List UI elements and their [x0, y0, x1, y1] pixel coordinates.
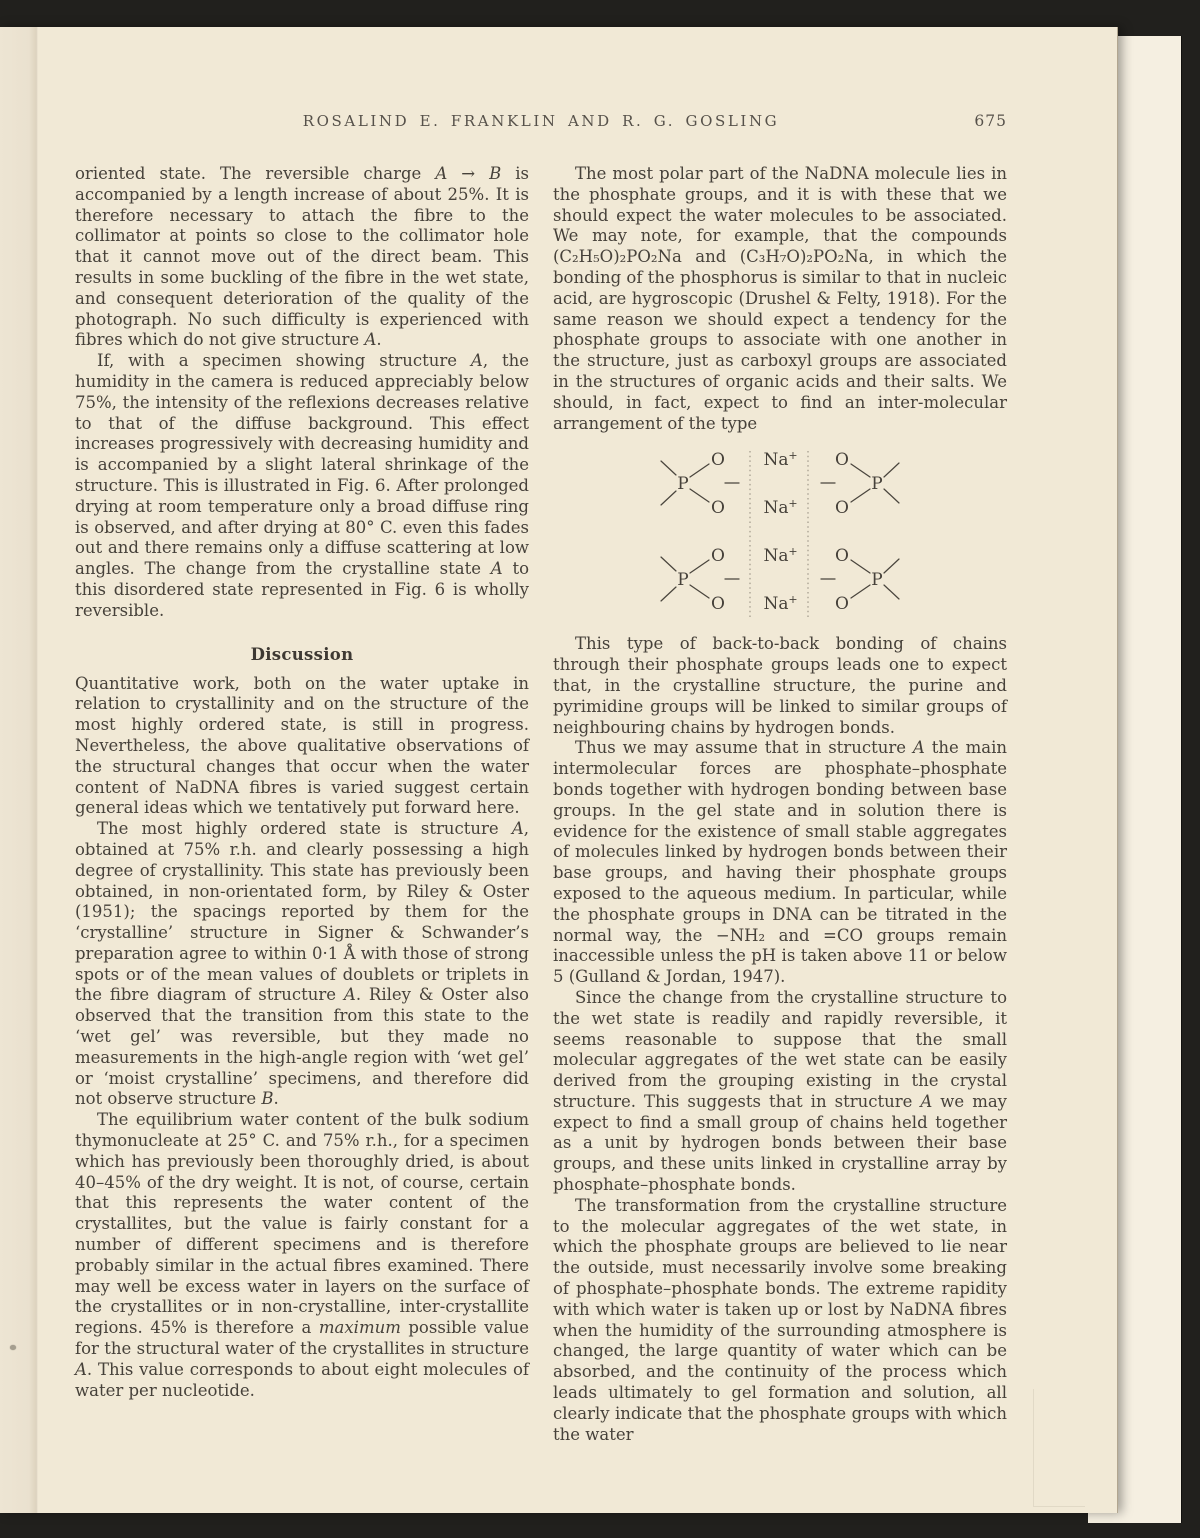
ion-Na: Na: [763, 498, 789, 519]
page-content: [75, 112, 1007, 1445]
phosphate-sodium-diagram: [655, 449, 905, 621]
atom-P: P: [871, 474, 883, 495]
phosphate-row: [661, 449, 899, 518]
plus-charge: +: [788, 497, 798, 511]
atom-O: O: [711, 498, 725, 519]
paragraph: The transformation from the crystalline structure to the molecular aggregates of the wet state, in which the phosphate groups are believed to lie near the outside, must necessarily involve some breaking of phosphate–phosphate bonds. The extreme rapidity with which water is taken up or lost by NaDNA fibres when the humidity of the surrounding atmosphere is changed, the large quantity of water which can be absorbed, and the continuity of the process which leads ultimately to gel formation and solution, all clearly indicate that the phosphate groups with which the water: [553, 1195, 1007, 1444]
atom-P: P: [677, 570, 689, 591]
bond: [690, 585, 709, 598]
bond: [884, 463, 899, 477]
page-number: 675: [974, 112, 1007, 130]
bond: [690, 560, 709, 573]
paragraph: oriented state. The reversible charge A → B is accompanied by a length increase of about 25%. It is therefore necessary to attach the fibre to the collimator at points so close to the collimator hole that it cannot move out of the direct beam. This results in some buckling of the fibre in the wet state, and consequent deterioration of the quality of the photograph. No such difficulty is experienced with fibres which do not give structure A.: [75, 164, 529, 350]
page: [0, 27, 1118, 1513]
plus-charge: +: [788, 545, 798, 559]
phosphate-diagram-svg: [655, 449, 905, 621]
page-fold-line: [36, 27, 38, 1513]
paragraph: The most highly ordered state is structure A, obtained at 75% r.h. and clearly possessing a high degree of crystallinity. This state has previously been obtained, in non-orientated form, by Riley & Oster (1951); the spacings reported by them for the ‘crystalline’ structure in Signer & Schwander’s preparation agree to within 0·1 Å with those of strong spots or of the mean values of doublets or triplets in the fibre diagram of structure A. Riley & Oster also observed that the transition from this state to the ‘wet gel’ was reversible, but they made no measurements in the high-angle region with ‘wet gel’ or ‘moist crystalline’ specimens, and therefore did not observe structure B.: [75, 819, 529, 1109]
embossed-corner: [1033, 1389, 1085, 1507]
bond: [690, 464, 709, 477]
bond: [884, 585, 899, 599]
bond: [690, 489, 709, 502]
plus-charge: +: [788, 593, 798, 607]
atom-O: O: [835, 450, 849, 471]
bond: [851, 464, 870, 477]
atom-O: O: [711, 546, 725, 567]
paragraph: The equilibrium water content of the bulk sodium thymonucleate at 25° C. and 75% r.h., for a specimen which has previously been thoroughly dried, is about 40–45% of the dry weight. It is not, of course, certain that this represents the water content of the crystallites, but the value is fairly constant for a number of different specimens and is therefore probably similar in the actual fibres examined. There may well be excess water in layers on the surface of the crystallites or in non-crystalline, inter-crystallite regions. 45% is therefore a maximum possible value for the structural water of the crystallites in structure A. This value corresponds to about eight molecules of water per nucleotide.: [75, 1110, 529, 1400]
paragraph: Thus we may assume that in structure A the main intermolecular forces are phosphate–phosphate bonds together with hydrogen bonding between base groups. In the gel state and in solution there is evidence for the existence of small stable aggregates of molecules linked by hydrogen bonds between their base groups, and having their phosphate groups exposed to the aqueous medium. In particular, while the phosphate groups in DNA can be titrated in the normal way, the −NH₂ and =CO groups remain inaccessible unless the pH is taken above 11 or below 5 (Gulland & Jordan, 1947).: [553, 738, 1007, 987]
bond: [661, 587, 676, 601]
left-column: [75, 164, 529, 1445]
page-gutter: [0, 27, 36, 1513]
bond: [851, 585, 870, 598]
paragraph: This type of back-to-back bonding of chains through their phosphate groups leads one to expect that, in the crystalline structure, the purine and pyrimidine groups will be linked to similar groups of neighbouring chains by hydrogen bonds.: [553, 634, 1007, 737]
paper-speck: [10, 1345, 16, 1350]
atom-P: P: [871, 570, 883, 591]
ion-Na: Na: [763, 450, 789, 471]
bond: [884, 489, 899, 503]
bond: [851, 489, 870, 502]
running-head: ROSALIND E. FRANKLIN AND R. G. GOSLING: [302, 112, 780, 130]
section-heading: Discussion: [250, 644, 354, 664]
paragraph: The most polar part of the NaDNA molecule lies in the phosphate groups, and it is with these that we should expect the water molecules to be associated. We may note, for example, that the compounds (C₂H₅O)₂PO₂Na and (C₃H₇O)₂PO₂Na, in which the bonding of the phosphorus is similar to that in nucleic acid, are hygroscopic (Drushel & Felty, 1918). For the same reason we should expect a tendency for the phosphate groups to associate with one another in the structure, just as carboxyl groups are associated in the structures of organic acids and their salts. We should, in fact, expect to find an inter-molecular arrangement of the type: [553, 164, 1007, 433]
paragraph: If, with a specimen showing structure A, the humidity in the camera is reduced appreciably below 75%, the intensity of the reflexions decreases relative to that of the diffuse background. This effect increases progressively with decreasing humidity and is accompanied by a slight lateral shrinkage of the structure. This is illustrated in Fig. 6. After prolonged drying at room temperature only a broad diffuse ring is observed, and after drying at 80° C. even this fades out and there remains only a diffuse scattering at low angles. The change from the crystalline state A to this disordered state represented in Fig. 6 is wholly reversible.: [75, 351, 530, 620]
paragraph: Since the change from the crystalline structure to the wet state is readily and rapidly reversible, it seems reasonable to suppose that the small molecular aggregates of the wet state can be easily derived from the grouping existing in the crystal structure. This suggests that in structure A we may expect to find a small group of chains held together as a unit by hydrogen bonds between their base groups, and these units linked in crystalline array by phosphate–phosphate bonds.: [553, 987, 1008, 1195]
ion-Na: Na: [763, 546, 789, 567]
bond: [661, 491, 676, 505]
columns: [75, 164, 1007, 1445]
atom-O: O: [835, 546, 849, 567]
ion-Na: Na: [763, 594, 789, 615]
paragraph: Quantitative work, both on the water uptake in relation to crystallinity and on the structure of the most highly ordered state, is still in progress. Nevertheless, the above qualitative observations of the structural changes that occur when the water content of NaDNA fibres is varied suggest certain general ideas which we tentatively put forward here.: [75, 673, 529, 818]
atom-O: O: [711, 594, 725, 615]
atom-O: O: [711, 450, 725, 471]
atom-O: O: [835, 594, 849, 615]
phosphate-row: [661, 545, 899, 614]
atom-O: O: [835, 498, 849, 519]
bond: [661, 461, 676, 475]
plus-charge: +: [788, 449, 798, 463]
bond: [661, 557, 676, 571]
page-header: [75, 112, 1007, 136]
atom-P: P: [677, 474, 689, 495]
bond: [884, 559, 899, 573]
right-column: [553, 164, 1007, 1445]
bond: [851, 560, 870, 573]
